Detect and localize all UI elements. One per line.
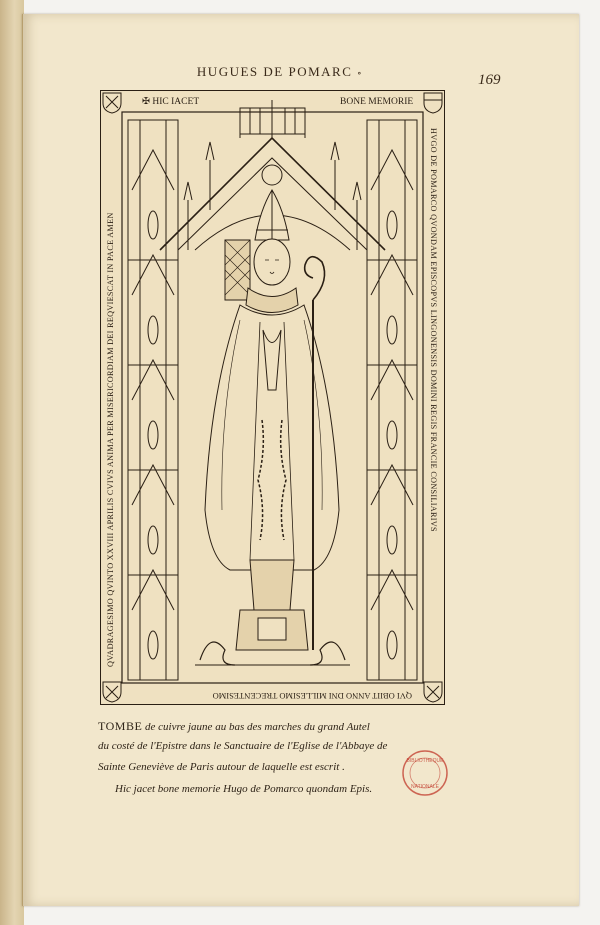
caption-line-4: Hic jacet bone memorie Hugo de Pomarco quondam Epis. [115,783,373,795]
page-header [160,64,400,80]
caption-first-word: TOMBE [98,719,143,733]
caption-line-1 [98,719,458,734]
svg-text:BIBLIOTHEQUE: BIBLIOTHEQUE [406,758,444,764]
corner-shield-icon [103,682,121,702]
book-spine [0,0,24,925]
inscription-right: HVGO DE POMARCO QVONDAM EPISCOPVS LINGONENSIS DOMINI REGIS FRANCIE CONSILIARIVS [429,128,438,532]
caption-line-1-text: de cuivre jaune au bas des marches du grand Autel [145,721,370,733]
tomb-plate-engraving [100,90,445,705]
inscription-top-right: BONE MEMORIE [340,97,414,107]
caption-line-3: Sainte Geneviève de Paris autour de laquelle est escrit . [98,761,345,773]
header-ornament: ∘ [357,68,364,78]
folio-number: 169 [478,72,501,88]
caption-line-2: du costé de l'Epistre dans le Sanctuaire de l'Eglise de l'Abbaye de [98,740,388,752]
library-stamp-icon [400,748,450,798]
corner-shield-icon [424,93,442,113]
corner-shield-icon [103,93,121,113]
corner-shield-icon [424,682,442,702]
svg-text:NATIONALE: NATIONALE [411,784,439,790]
inscription-bottom: QVI OBIIT ANNO DNI MILLESIMO TRECENTESIMO [212,691,412,701]
header-title: HUGUES DE POMARC [196,64,353,79]
inscription-left: QVADRAGESIMO QVINTO XXVIII APRILIS CVIVS ANIMA PER MISERICORDIAM DEI REQVIESCAT IN PACE AMEN [106,212,115,667]
inscription-top-left: ✠ HIC IACET [142,97,200,107]
